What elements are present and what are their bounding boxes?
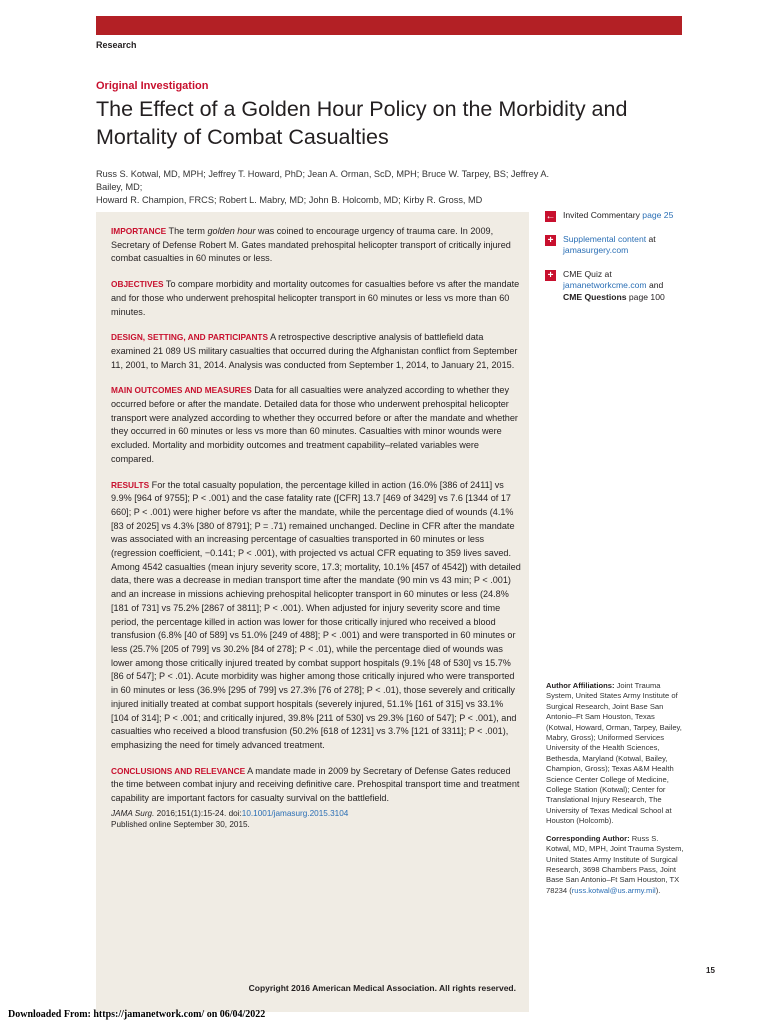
invited-commentary-item[interactable] (545, 210, 685, 222)
abstract-design (111, 331, 521, 372)
abstract-outcomes (111, 384, 521, 466)
page-number: 15 (706, 966, 715, 975)
results-heading: RESULTS (111, 479, 150, 490)
invited-commentary-link[interactable]: page 25 (639, 210, 674, 220)
plus-icon: + (545, 270, 556, 281)
plus-icon: + (545, 235, 556, 246)
arrow-left-icon: ← (545, 211, 556, 222)
cme-and: and (646, 280, 664, 290)
author-affiliations (546, 681, 684, 903)
importance-heading: IMPORTANCE (111, 226, 167, 236)
objectives-text: To compare morbidity and mortality outcomes for casualties before vs after the mandate and for those who underwent prehospital helicopter transport in 60 minutes or less vs more than 60 minutes. (111, 279, 520, 317)
article-title: The Effect of a Golden Hour Policy on the Morbidity and Mortality of Combat Casualties (96, 97, 628, 149)
design-text: A retrospective descriptive analysis of battlefield data examined 21 089 US military casualties that occurred during the Afghanistan conflict from September 11, 2001, to March 31, 2014. Analysis was conducted from September 1, 2014, to January 21, 2015. (111, 332, 518, 370)
corresponding-email-link[interactable]: russ.kotwal@us.army.mil (571, 885, 656, 895)
affiliations-block (546, 681, 684, 827)
abstract-importance (111, 225, 521, 266)
abstract-objectives (111, 278, 521, 319)
copyright-notice: Copyright 2016 American Medical Association. All rights reserved. (248, 983, 516, 993)
citation-journal: JAMA Surg. (111, 808, 155, 818)
outcomes-heading: MAIN OUTCOMES AND MEASURES (111, 385, 252, 396)
author-list (96, 168, 566, 207)
cme-site-link[interactable]: jamanetworkcme.com (563, 280, 647, 290)
importance-term: golden hour (207, 226, 256, 236)
authors-line-1: Russ S. Kotwal, MD, MPH; Jeffrey T. Howard, PhD; Jean A. Orman, ScD, MPH; Bruce W. Tarpey, BS; Jeffrey A. Bailey, MD; (96, 169, 550, 192)
cme-quiz-label: CME Quiz (563, 268, 603, 279)
sidebar (545, 210, 685, 315)
corresponding-author-block (546, 834, 684, 896)
importance-text-2: was coined to encourage urgency of trauma care. In 2009, Secretary of Defense Robert M. Gates mandated prehospital helicopter transport of critically injured combat casualties in 60 minutes or less. (111, 226, 511, 264)
cme-questions-page: page 100 (626, 291, 665, 302)
cme-at: at (602, 268, 612, 279)
authors-line-2: Howard R. Champion, FRCS; Robert L. Mabry, MD; John B. Holcomb, MD; Kirby R. Gross, MD (96, 195, 483, 205)
cme-item[interactable] (545, 269, 685, 304)
supplemental-link[interactable]: Supplemental content (563, 233, 647, 244)
published-date: Published online September 30, 2015. (111, 819, 250, 829)
importance-text-1: The term (166, 226, 208, 236)
corresponding-author-text: Russ S. Kotwal, MD, MPH, Joint Trauma System, United States Army Institute of Surgical Research, 3698 Chambers Pass, Joint Base San Antonio–Ft Sam Houston, TX 78234 ( (546, 833, 684, 895)
section-label: Research (96, 40, 137, 50)
affiliations-label: Author Affiliations: (546, 681, 615, 690)
supplemental-site-link[interactable]: jamasurgery.com (563, 245, 629, 255)
supplemental-item[interactable] (545, 234, 685, 257)
citation (111, 808, 521, 830)
abstract-conclusions (111, 765, 521, 806)
abstract (111, 225, 521, 842)
conclusions-text: A mandate made in 2009 by Secretary of Defense Gates reduced the time between combat injury and receiving definitive care. Prehospital transport time and treatment capability are important factors for casualty survival on the battlefield. (111, 765, 520, 804)
citation-ref: 2016;151(1):15-24. doi: (154, 808, 242, 818)
results-text: For the total casualty population, the percentage killed in action (16.0% [386 of 2411] vs 9.9% [964 of 9755]; P < .001) and the case fatality rate ([CFR] 13.7 [469 of 3429] vs 7.6 [1344 of 17 660]; P < .001) were higher before vs after the mandate, while the percentage died of wounds (4.1% [83 of 2025] vs 4.3% [380 of 8791]; P = .71) remained unchanged. Decline in CFR after the mandate was associated with an increasing percentage of casualties transported in 60 minutes or less (regression coefficient, −0.141; P < .001), with projected vs actual CFR equating to 359 lives saved. Among 4542 casualties (mean injury severity score, 17.3; mortality, 10.1% [457 of 4542]) with detailed data, there was a decrease in median transport time after the mandate (90 min vs 43 min; P < .001) and an increase in missions achieving prehospital helicopter transport in 60 minutes or less (24.8% [181 of 731] vs 75.2% [2867 of 3811]; P < .001). When adjusted for injury severity score and time period, the percentage killed in action was lower for those critically injured who received a blood transfusion (6.8% [40 of 589] vs 51.0% [249 of 488]; P < .001) and were transported in 60 minutes or less (25.7% [205 of 799] vs 30.2% [84 of 278]; P < .01), while the percentage died of wounds was lower among those critically injured treated by combat support hospitals (9.1% [48 of 530] vs 15.7% [86 of 547]; P < .01). Acute morbidity was higher among those critically injured who were transported in 60 minutes or less (36.9% [295 of 799] vs 27.3% [76 of 278]; P < .01), those severely and critically injured initially treated at combat support hospitals (severely injured, 51.1% [161 of 315] vs 33.1% [104 of 314]; P < .001; and critically injured, 39.8% [211 of 530] vs 29.3% [160 of 547]; P < .001), and casualties who received a blood transfusion (50.2% [618 of 1231] vs 3.7% [121 of 3311]; P < .001), emphasizing the need for timely advanced treatment. (111, 479, 521, 750)
supplemental-at: at (646, 233, 656, 244)
affiliations-text: Joint Trauma System, United States Army Institute of Surgical Research, Joint Base San Antonio–Ft Sam Houston, Texas (Kotwal, Howard, Orman, Tarpey, Bailey, Mabry, Gross); Uniformed Services University of the Health Sciences, Bethesda, Maryland (Kotwal, Bailey, Champion, Gross); Texas A&M Health Science Center College of Medicine, College Station (Kotwal); Center for Translational Injury Research, The University of Texas Medical School at Houston (Holcomb). (546, 681, 682, 826)
doi-link[interactable]: 10.1001/jamasurg.2015.3104 (241, 808, 349, 818)
corresponding-author-label: Corresponding Author: (546, 833, 630, 843)
design-heading: DESIGN, SETTING, AND PARTICIPANTS (111, 332, 269, 343)
download-stamp: Downloaded From: https://jamanetwork.com/ on 06/04/2022 (8, 1009, 266, 1020)
outcomes-text: Data for all casualties were analyzed according to whether they occurred before or after the mandate. Detailed data for those who underwent prehospital helicopter transport were analyzed according to whether they occurred before or after the mandate and whether they occurred in 60 minutes or less vs more than 60 minutes. Casualties with minor wounds were excluded. Mortality and morbidity outcomes and treatment capability–related variables were compared. (111, 385, 518, 464)
article-type: Original Investigation (96, 80, 209, 92)
cme-questions-label: CME Questions (563, 291, 627, 302)
conclusions-heading: CONCLUSIONS AND RELEVANCE (111, 765, 246, 776)
objectives-heading: OBJECTIVES (111, 279, 164, 290)
top-color-bar (96, 16, 682, 35)
invited-commentary-label: Invited Commentary (563, 210, 640, 220)
corresponding-author-end: ). (655, 885, 661, 895)
abstract-results (111, 479, 521, 753)
